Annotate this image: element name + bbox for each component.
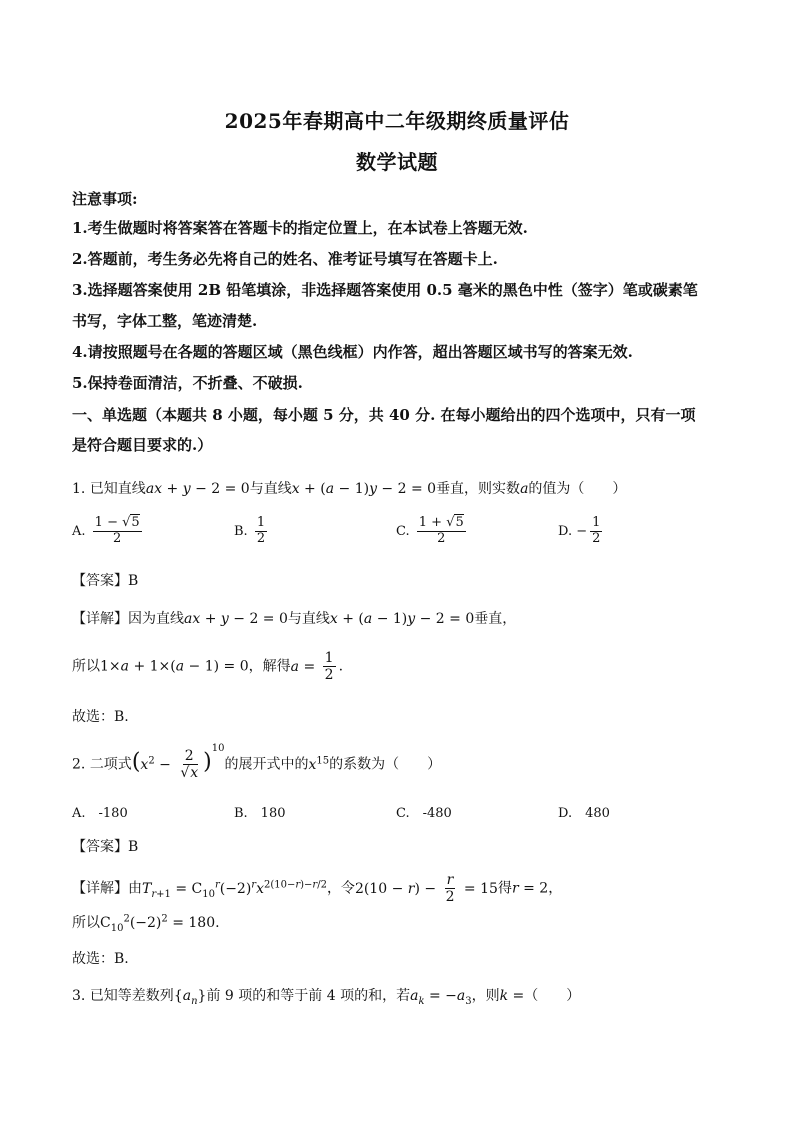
q1-text-2: 与直线 [249, 481, 292, 497]
binomial-close: ) [203, 749, 212, 775]
detail-text: . [215, 915, 220, 931]
note-item-3-cont: 书写，字体工整，笔迹清楚. [72, 312, 258, 330]
q1-option-b[interactable] [234, 516, 270, 547]
math-expr: ax + y − 2 = 0 [184, 611, 288, 627]
note-item-1: 1.考生做题时将答案答在答题卡的指定位置上，在本试卷上答题无效. [72, 219, 528, 237]
exam-title: 2025年春期高中二年级期终质量评估 [224, 109, 570, 133]
sequence: $\{a_n\}$ [173, 988, 207, 1007]
note-item-3: 3.选择题答案使用 2B 铅笔填涂，非选择题答案使用 0.5 毫米的黑色中性（签字）笔或碳素笔 [72, 281, 698, 299]
notes-heading: 注意事项: [72, 190, 138, 208]
exam-subtitle: 数学试题 [356, 150, 438, 174]
q1-option-d[interactable]: D. − $\frac{1}{2}$ [558, 515, 601, 546]
detail-text: ，解得 [248, 658, 291, 675]
question-number: 1. [72, 481, 86, 497]
var-k: k = [499, 988, 525, 1004]
q2-option-c[interactable]: C. -480 [396, 806, 452, 821]
math-expr: $C_{10}^2(-2)^2 = 180$ [100, 913, 216, 934]
option-label: D. [558, 523, 573, 539]
detail-text: 所以 [72, 915, 100, 931]
detail-text: 与直线 [287, 611, 330, 627]
q2-solution [72, 912, 220, 934]
detail-text: 由 [128, 880, 142, 897]
q3-text-4: （ ） [524, 988, 581, 1004]
detail-text: . [338, 658, 344, 675]
math-expr: x + (a − 1)y − 2 = 0 [329, 611, 475, 627]
exponent: 10 [211, 742, 225, 754]
detail-text: ，令 [326, 880, 355, 897]
q1-option-c[interactable] [396, 516, 469, 547]
question-3 [72, 985, 580, 1007]
detail-text: 因为直线 [128, 611, 184, 627]
note-item-5: 5.保持卷面清洁，不折叠、不破损. [72, 374, 303, 392]
var-a: a [520, 481, 529, 497]
binomial-inner: $x^2$ − $\frac{2}{√x}$ [140, 748, 199, 782]
q1-detail [72, 608, 516, 628]
section-heading-line1: 一、单选题（本题共 8 小题，每小题 5 分，共 40 分. 在每小题给出的四个选项中，只有一项 [72, 406, 696, 424]
q2-detail [72, 872, 562, 905]
q2-option-a[interactable]: A. -180 [72, 806, 128, 821]
detail-text: ， [548, 880, 563, 897]
math-expr: a = $\frac{1}{2}$ [290, 650, 334, 684]
q1-text-3: 垂直，则实数 [436, 481, 521, 497]
q2-answer: 【答案】B [72, 839, 139, 855]
option-label: B. [234, 523, 248, 539]
note-item-4: 4.请按照题号在各题的答题区域（黑色线框）内作答，超出答题区域书写的答案无效. [72, 343, 633, 361]
fraction: $\frac{1 - √5}{2}$ [94, 515, 140, 546]
detail-label: 【详解】 [72, 880, 128, 897]
math-expr: 2(10 − r) − $\frac{r}{2}$ = 15 [354, 872, 498, 906]
fraction: $\frac{1}{2}$ [256, 515, 266, 546]
detail-text: 得 [497, 880, 512, 897]
question-1 [72, 478, 626, 498]
q2-text-2: 的展开式中的 [224, 756, 309, 773]
term: $x^{15}$ [308, 754, 330, 773]
q2-text-1: 二项式 [89, 756, 132, 773]
math-expr: 1×a + 1×(a − 1) = 0 [100, 658, 249, 675]
section-heading-line2: 是符合题目要求的.） [72, 436, 213, 454]
detail-label: 【详解】 [72, 611, 128, 627]
question-number: 2. [72, 756, 86, 773]
line-eq-1: ax + y − 2 = 0 [145, 481, 250, 497]
q1-solution [72, 650, 343, 683]
math-expr: r = 2 [511, 880, 549, 897]
q2-option-d[interactable]: D. 480 [558, 806, 610, 821]
q1-answer: 【答案】B [72, 573, 139, 589]
fraction: $\frac{1 + √5}{2}$ [418, 515, 464, 546]
math-expr: $a_k = -a_3$ [410, 988, 472, 1007]
q2-text-3: 的系数为（ ） [329, 756, 442, 773]
fraction: $\frac{1}{2}$ [592, 515, 601, 546]
q2-choice: 故选：B. [72, 951, 129, 967]
option-label: A. [72, 523, 86, 539]
general-term: $T_{r+1} = C_{10}^r(-2)^rx^{2(10-r)-r/2}$ [142, 878, 327, 900]
note-item-2: 2.答题前，考生务必先将自己的姓名、准考证号填写在答题卡上. [72, 250, 498, 268]
q3-text-2: 前 9 项的和等于前 4 项的和，若 [206, 988, 411, 1004]
detail-text: 所以 [72, 658, 100, 675]
q2-option-b[interactable]: B. 180 [234, 806, 286, 821]
option-label: C. [396, 523, 410, 539]
q3-text-3: ，则 [471, 988, 500, 1004]
question-2 [72, 742, 442, 782]
binomial-expr: ( [131, 749, 141, 775]
q1-choice: 故选：B. [72, 709, 129, 725]
q1-text-1: 已知直线 [89, 481, 146, 497]
q3-text-1: 已知等差数列 [89, 988, 174, 1004]
detail-text: 垂直， [474, 611, 517, 627]
q1-option-a[interactable] [72, 516, 145, 547]
q1-text-4: 的值为（ ） [528, 481, 627, 497]
line-eq-2: x + (a − 1)y − 2 = 0 [291, 481, 437, 497]
question-number: 3. [72, 988, 86, 1004]
